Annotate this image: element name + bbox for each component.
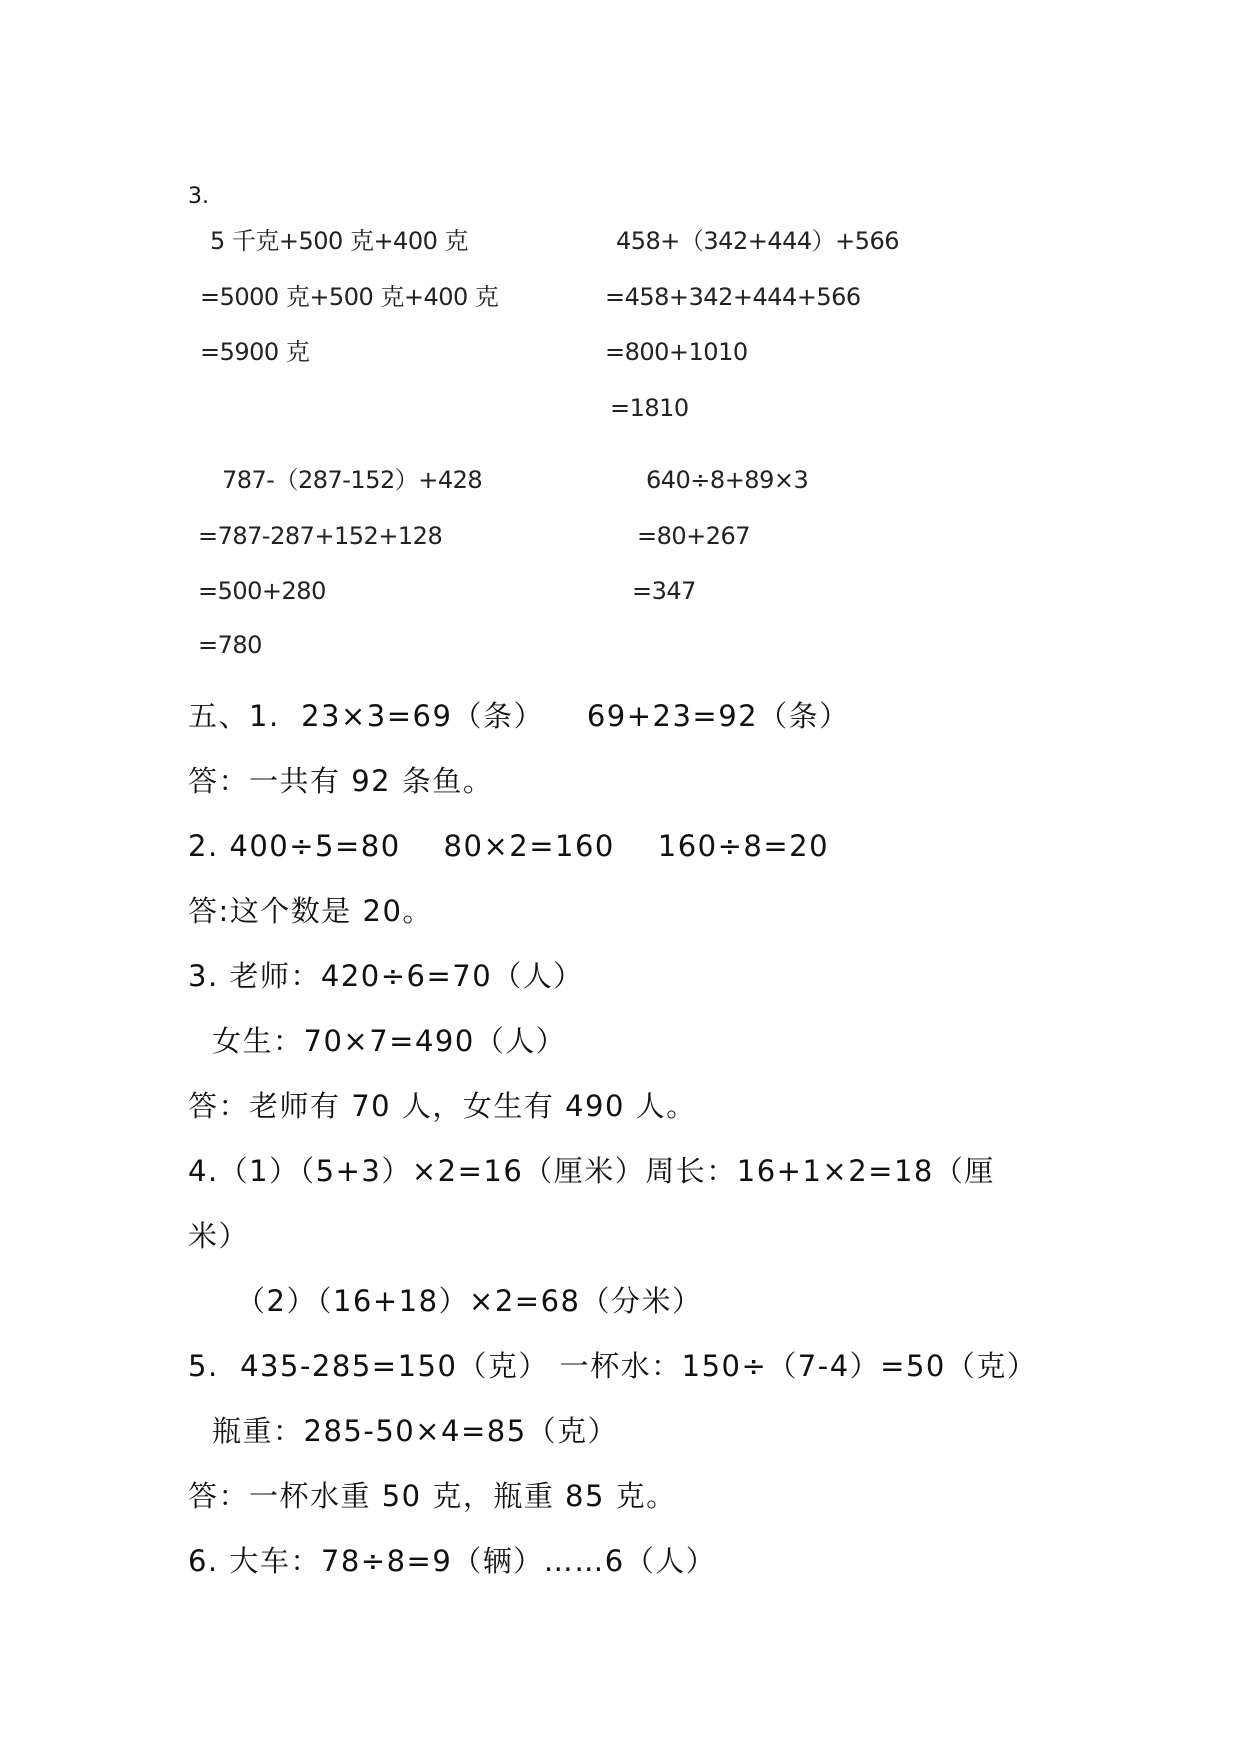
problem-1-calc: 五、1. 23×3=69（条） 69+23=92（条） bbox=[188, 699, 850, 733]
problem-6-calc: 6. 大车：78÷8=9（辆）……6（人） bbox=[188, 1544, 717, 1578]
problem-3-teachers: 3. 老师：420÷6=70（人） bbox=[188, 959, 584, 993]
problem-5-answer: 答：一杯水重 50 克，瓶重 85 克。 bbox=[188, 1479, 677, 1513]
calc3-line-3: =500+280 bbox=[198, 577, 326, 605]
problem-2-calc: 2. 400÷5=80 80×2=160 160÷8=20 bbox=[188, 829, 830, 863]
problem-4-part-1-wrap: 米） bbox=[188, 1219, 250, 1253]
problem-1-answer: 答：一共有 92 条鱼。 bbox=[188, 764, 494, 798]
problem-5-bottle: 瓶重：285-50×4=85（克） bbox=[212, 1414, 619, 1448]
calc1-line-1: 5 千克+500 克+400 克 bbox=[210, 227, 468, 255]
calc2-line-2: =458+342+444+566 bbox=[605, 283, 861, 311]
problem-4-part-2: （2）（16+18）×2=68（分米） bbox=[236, 1284, 703, 1318]
problem-2-answer: 答:这个数是 20。 bbox=[188, 894, 433, 928]
calc2-line-3: =800+1010 bbox=[605, 338, 748, 366]
calc3-line-4: =780 bbox=[198, 631, 262, 659]
problem-5-calc: 5. 435-285=150（克） 一杯水：150÷（7-4）=50（克） bbox=[188, 1349, 1038, 1383]
calc4-line-3: =347 bbox=[632, 577, 696, 605]
calc3-line-2: =787-287+152+128 bbox=[198, 522, 443, 550]
problem-4-part-1: 4.（1）（5+3）×2=16（厘米）周长：16+1×2=18（厘 bbox=[188, 1154, 995, 1188]
calc4-line-1: 640÷8+89×3 bbox=[646, 466, 809, 494]
calc3-line-1: 787-（287-152）+428 bbox=[222, 466, 483, 494]
section-3-label: 3. bbox=[188, 184, 209, 209]
problem-3-answer: 答：老师有 70 人，女生有 490 人。 bbox=[188, 1089, 697, 1123]
calc2-line-1: 458+（342+444）+566 bbox=[616, 227, 900, 255]
problem-3-girls: 女生：70×7=490（人） bbox=[212, 1024, 567, 1058]
calc1-line-2: =5000 克+500 克+400 克 bbox=[200, 283, 499, 311]
calc1-line-3: =5900 克 bbox=[200, 338, 310, 366]
calc4-line-2: =80+267 bbox=[637, 522, 751, 550]
calc2-line-4: =1810 bbox=[610, 394, 689, 422]
